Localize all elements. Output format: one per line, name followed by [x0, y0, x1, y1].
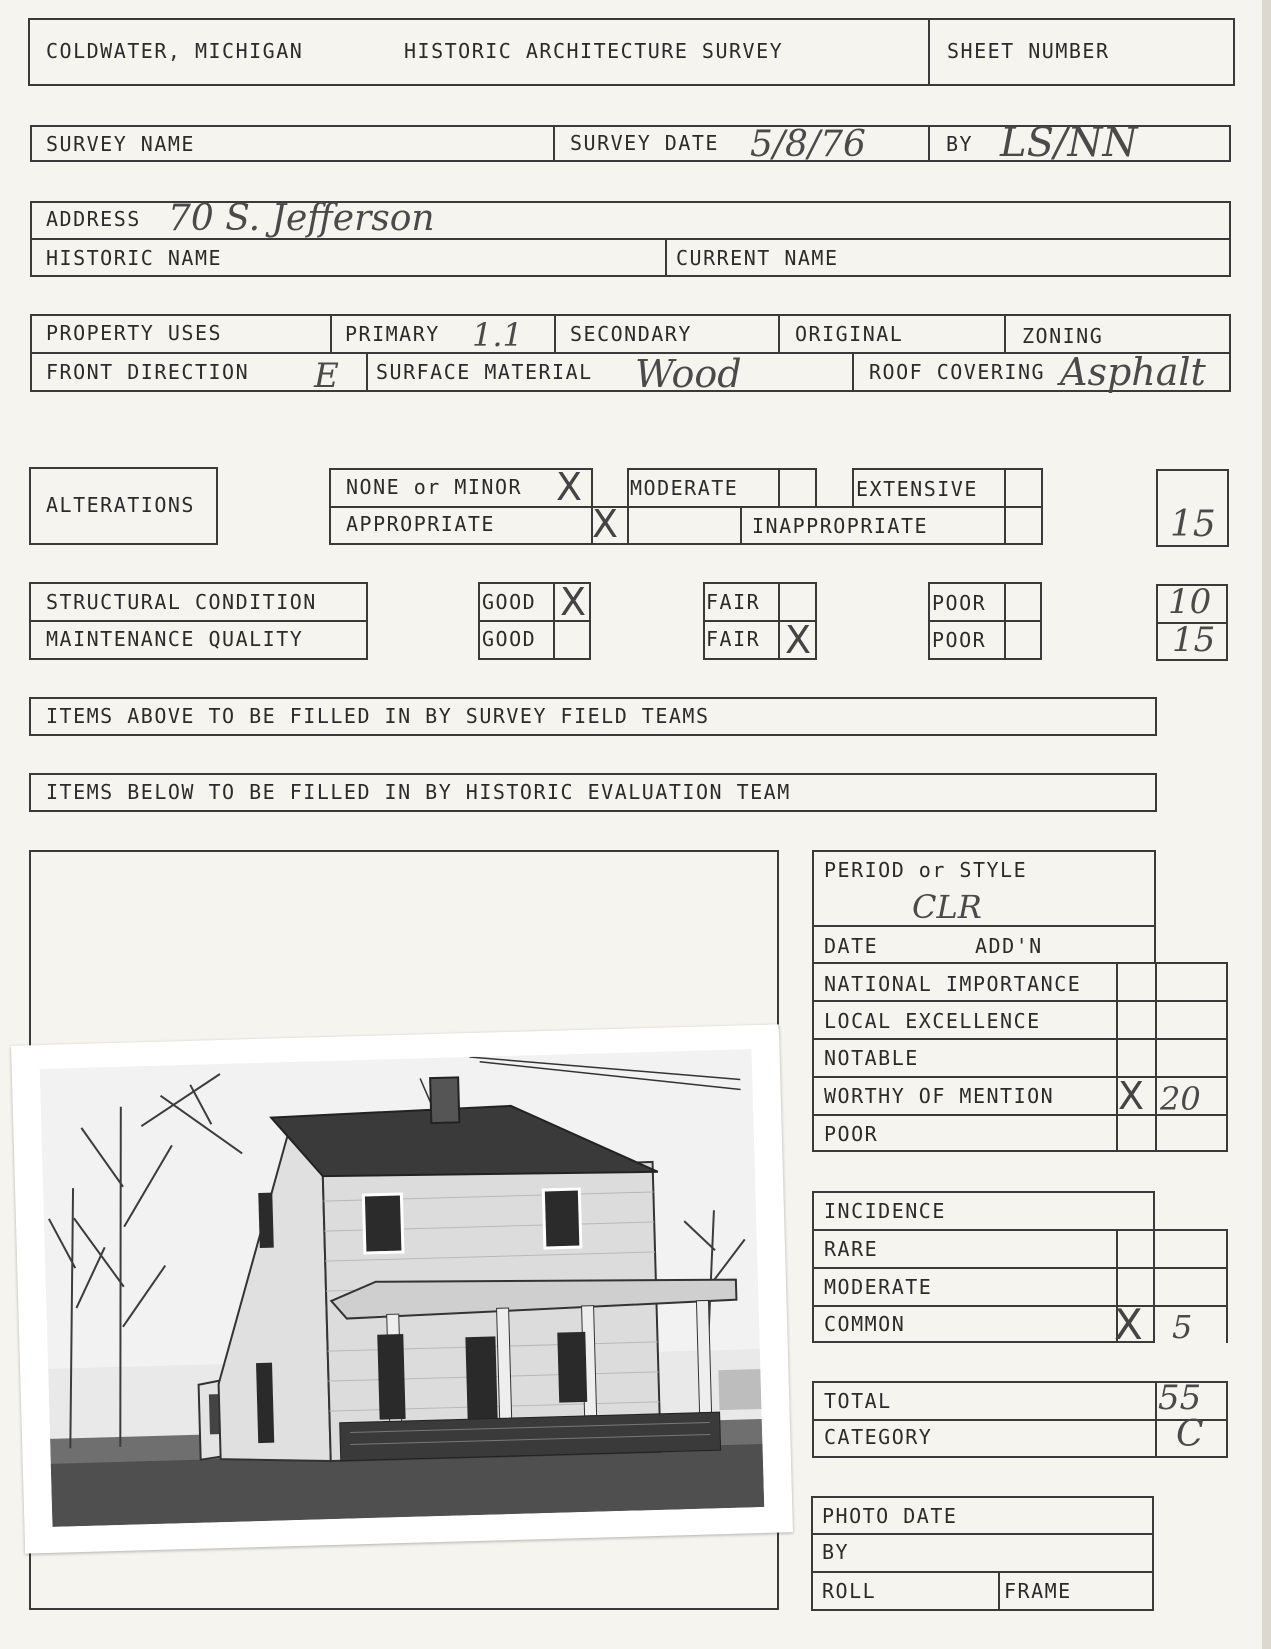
rule [1229, 125, 1231, 162]
surface-material-label: SURFACE MATERIAL [376, 360, 593, 384]
common-label: COMMON [824, 1312, 906, 1336]
front-direction-value: E [314, 356, 339, 396]
rule [1229, 314, 1231, 392]
rule [812, 1038, 1228, 1040]
structural-good-label: GOOD [482, 590, 537, 614]
date-label: DATE [824, 934, 879, 958]
items-below-note: ITEMS BELOW TO BE FILLED IN BY HISTORIC EVALUATION TEAM [46, 780, 791, 804]
national-importance-label: NATIONAL IMPORTANCE [824, 972, 1082, 996]
rule [852, 468, 854, 506]
rule [330, 314, 332, 352]
rule [1156, 469, 1228, 471]
rule [30, 201, 32, 277]
rule [1156, 545, 1228, 547]
rule [627, 468, 629, 545]
period-style-value: CLR [912, 888, 982, 926]
form-title: HISTORIC ARCHITECTURE SURVEY [404, 39, 784, 63]
rule [30, 314, 1230, 316]
survey-by-value: LS/NN [1000, 120, 1138, 166]
maintenance-fair-label: FAIR [706, 627, 761, 651]
moderate-label: MODERATE [630, 476, 739, 500]
header-divider [928, 18, 930, 86]
maintenance-score: 15 [1172, 620, 1216, 660]
structural-good-check: X [560, 580, 587, 624]
common-score: 5 [1172, 1308, 1193, 1346]
incidence-label: INCIDENCE [824, 1199, 946, 1223]
rule [30, 314, 32, 392]
rule [928, 125, 930, 162]
rule [30, 390, 1230, 392]
items-above-note: ITEMS ABOVE TO BE FILLED IN BY SURVEY FIELD TEAMS [46, 704, 710, 728]
maintenance-quality-label: MAINTENANCE QUALITY [46, 627, 304, 651]
rule [1116, 962, 1118, 1152]
rule [1155, 697, 1157, 736]
period-style-label: PERIOD or STYLE [824, 858, 1028, 882]
rule [553, 125, 555, 162]
none-minor-label: NONE or MINOR [346, 475, 523, 499]
rule [554, 314, 556, 352]
rule [1156, 469, 1158, 547]
worthy-of-mention-check: X [1118, 1074, 1145, 1118]
surface-material-value: Wood [635, 352, 742, 396]
rule [329, 468, 331, 545]
city-label: COLDWATER, MICHIGAN [46, 39, 304, 63]
poor-label: POOR [824, 1122, 879, 1146]
rule [1041, 468, 1043, 545]
rule [778, 468, 780, 506]
rule [29, 1608, 779, 1610]
worthy-of-mention-score: 20 [1160, 1080, 1201, 1118]
rule [1229, 201, 1231, 277]
front-direction-label: FRONT DIRECTION [46, 360, 250, 384]
rule [811, 1533, 1154, 1535]
address-value: 70 S. Jefferson [168, 198, 435, 239]
rule [778, 582, 780, 660]
rule [1155, 773, 1157, 812]
rule [812, 925, 1156, 927]
frame-label: FRAME [1004, 1579, 1072, 1603]
rule [1004, 468, 1006, 545]
rule [812, 1419, 1228, 1421]
rule [998, 1571, 1000, 1611]
rule [1004, 582, 1006, 660]
rule [1227, 469, 1229, 547]
rule [29, 697, 1155, 699]
primary-label: PRIMARY [345, 322, 440, 346]
roll-label: ROLL [822, 1579, 877, 1603]
alterations-score: 15 [1170, 504, 1216, 545]
current-name-label: CURRENT NAME [676, 246, 839, 270]
rule [1155, 1381, 1157, 1458]
rule [1004, 314, 1006, 352]
rule [29, 850, 779, 852]
rule [29, 773, 1155, 775]
roof-covering-label: ROOF COVERING [869, 360, 1046, 384]
rule [329, 543, 1042, 545]
appropriate-check: X [592, 502, 619, 546]
paper-edge [1262, 0, 1271, 1649]
rule [29, 810, 1155, 812]
moderate-incidence-label: MODERATE [824, 1275, 933, 1299]
rule [811, 1571, 1154, 1573]
house-photograph [11, 1024, 793, 1553]
rule [812, 1267, 1228, 1269]
rule [329, 468, 591, 470]
rule [29, 697, 31, 736]
original-label: ORIGINAL [795, 322, 904, 346]
address-label: ADDRESS [46, 207, 141, 231]
structural-fair-label: FAIR [706, 590, 761, 614]
maintenance-poor-label: POOR [932, 628, 987, 652]
total-label: TOTAL [824, 1389, 892, 1413]
rule [852, 352, 854, 392]
rule [1155, 962, 1157, 1152]
roof-covering-value: Asphalt [1060, 350, 1206, 394]
rule [627, 468, 817, 470]
rule [815, 468, 817, 506]
rule [812, 1305, 1228, 1307]
appropriate-label: APPROPRIATE [346, 512, 495, 536]
photo-by-label: BY [822, 1540, 850, 1564]
house-photo-image [40, 1049, 765, 1527]
total-value: 55 [1158, 1378, 1202, 1418]
structural-condition-label: STRUCTURAL CONDITION [46, 590, 317, 614]
rule [778, 314, 780, 352]
structural-score: 10 [1168, 582, 1212, 622]
rule [852, 468, 1042, 470]
notable-label: NOTABLE [824, 1046, 919, 1070]
survey-date-value: 5/8/76 [750, 124, 866, 165]
survey-by-label: BY [946, 132, 974, 156]
none-minor-check: X [556, 465, 583, 509]
historic-name-label: HISTORIC NAME [46, 246, 223, 270]
rare-label: RARE [824, 1237, 879, 1261]
rule [30, 275, 1230, 277]
primary-value: 1.1 [472, 316, 523, 354]
local-excellence-label: LOCAL EXCELLENCE [824, 1009, 1041, 1033]
rule [29, 620, 368, 622]
common-check: X [1114, 1300, 1143, 1349]
secondary-label: SECONDARY [570, 322, 692, 346]
category-label: CATEGORY [824, 1425, 933, 1449]
rule [29, 734, 1155, 736]
rule [665, 238, 667, 277]
property-uses-label: PROPERTY USES [46, 321, 223, 345]
structural-poor-label: POOR [932, 591, 987, 615]
addn-label: ADD'N [975, 934, 1043, 958]
extensive-label: EXTENSIVE [856, 477, 978, 501]
inappropriate-label: INAPPROPRIATE [752, 514, 929, 538]
survey-date-label: SURVEY DATE [570, 131, 719, 155]
rule [812, 1076, 1228, 1078]
rule [30, 352, 1230, 354]
rule [329, 506, 1042, 508]
rule [812, 1000, 1228, 1002]
sheet-number-label: SHEET NUMBER [947, 39, 1110, 63]
maintenance-fair-check: X [785, 618, 812, 662]
maintenance-good-label: GOOD [482, 627, 537, 651]
photo-date-label: PHOTO DATE [822, 1504, 958, 1528]
rule [553, 582, 555, 660]
zoning-label: ZONING [1022, 324, 1104, 348]
alterations-label: ALTERATIONS [46, 493, 195, 517]
category-value: C [1176, 1414, 1204, 1455]
rule [928, 620, 1042, 622]
rule [1226, 1229, 1228, 1343]
rule [740, 506, 742, 545]
rule [812, 1229, 1228, 1231]
rule [29, 773, 31, 812]
rule [30, 125, 32, 162]
worthy-of-mention-label: WORTHY OF MENTION [824, 1084, 1055, 1108]
rule [366, 352, 368, 392]
survey-name-label: SURVEY NAME [46, 132, 195, 156]
